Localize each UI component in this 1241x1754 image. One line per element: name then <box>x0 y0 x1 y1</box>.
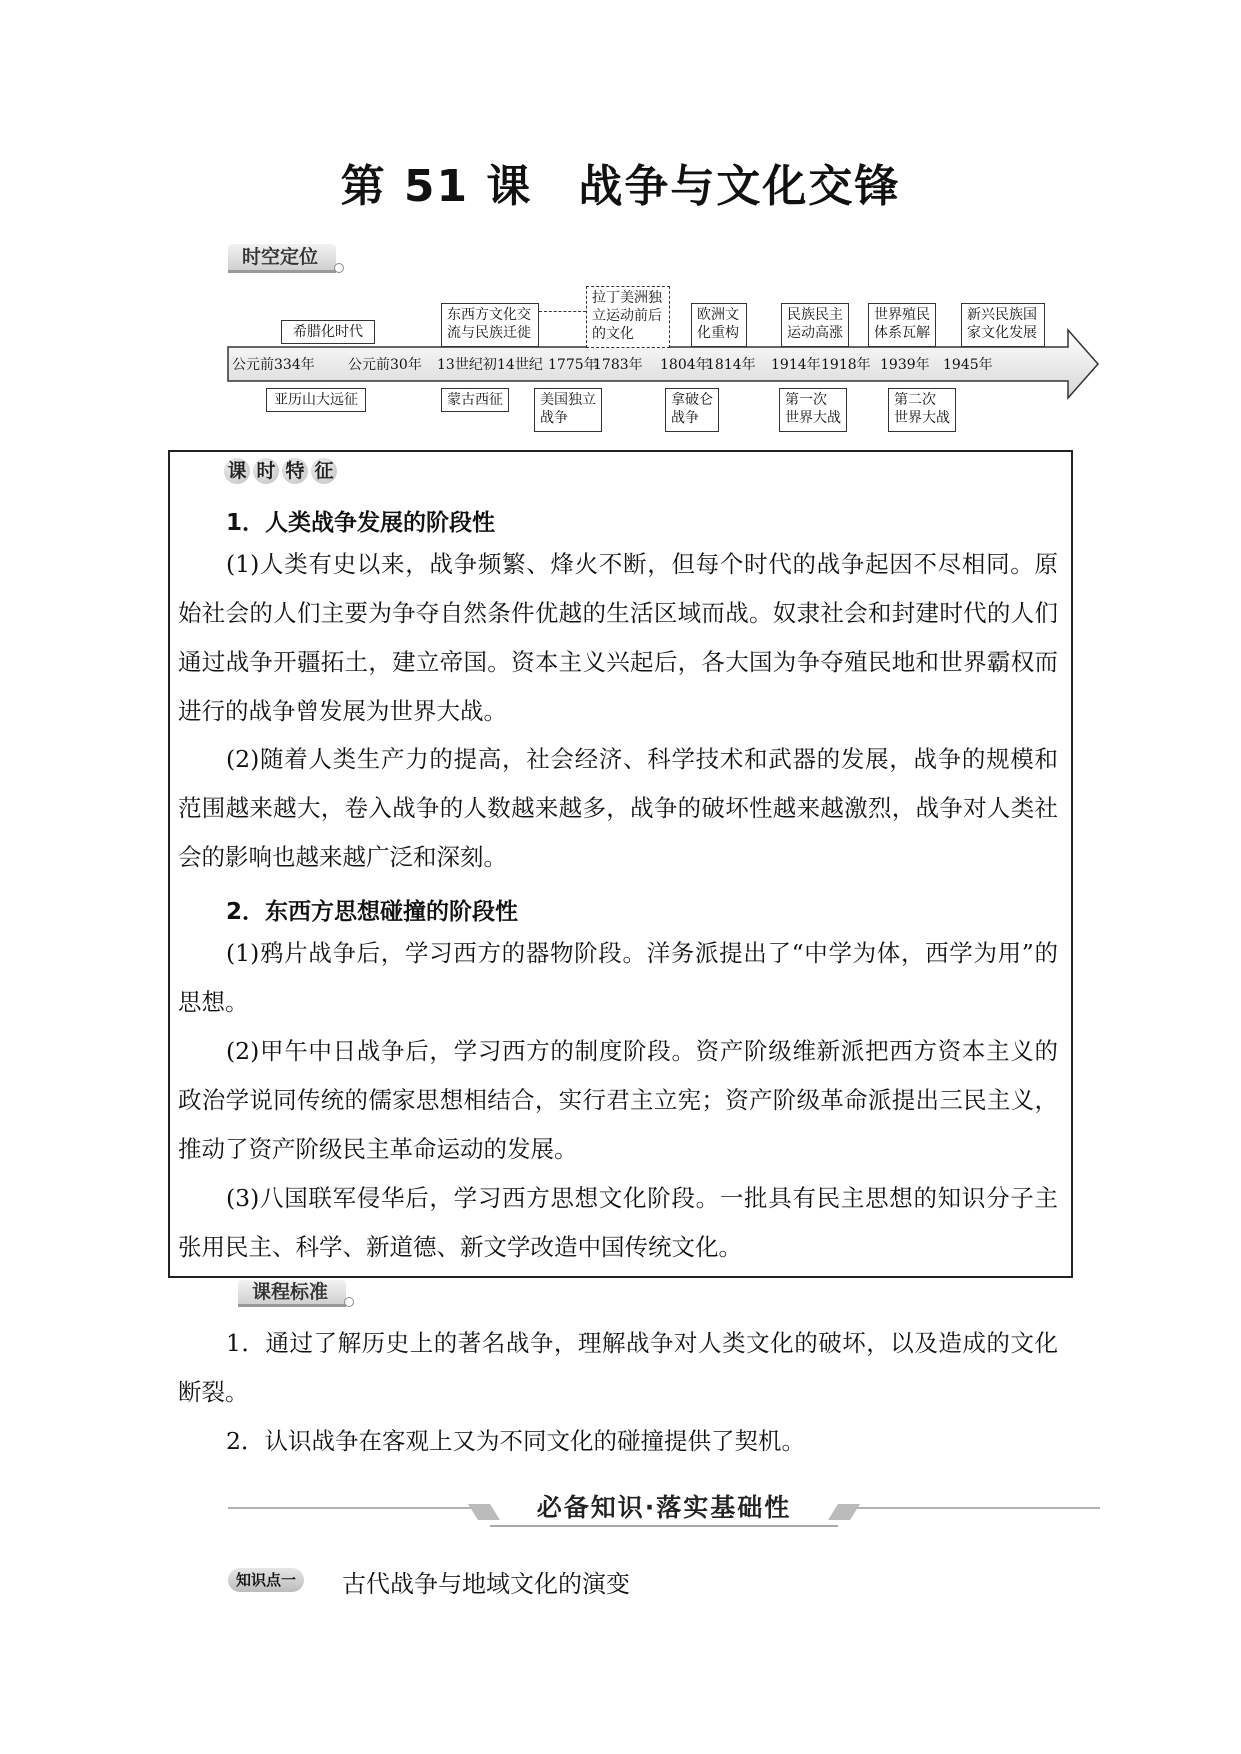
timeline-date: 1814年 <box>706 357 756 373</box>
timeline-lower-event: 蒙古西征 <box>441 388 509 412</box>
timeline-date: 1918年 <box>821 357 871 373</box>
standards-section-label: 课程标准 <box>238 1280 346 1307</box>
features-paragraph: (1)人类有史以来，战争频繁、烽火不断，但每个时代的战争起因不尽相同。原始社会的人们主要为争夺自然条件优越的生活区域而战。奴隶社会和封建时代的人们通过战争开疆拓土，建立帝国。资本主义兴起后，各大国为争夺殖民地和世界霸权而进行的战争曾发展为世界大战。 <box>178 550 1058 725</box>
timeline-upper-event: 世界殖民 体系瓦解 <box>868 303 936 347</box>
features-paragraph: (2)甲午中日战争后，学习西方的制度阶段。资产阶级维新派把西方资本主义的政治学说同传统的儒家思想相结合，实行君主立宪；资产阶级革命派提出三民主义，推动了资产阶级民主革命运动的发展。 <box>178 1037 1058 1163</box>
timeline-date: 1783年 <box>593 357 643 373</box>
features-heading: 1．人类战争发展的阶段性 <box>226 510 496 536</box>
page-title: 第 51 课 战争与文化交锋 <box>340 161 901 212</box>
features-section-label: 课 时 特 征 <box>224 458 340 484</box>
timeline-date: 1914年 <box>771 357 821 373</box>
timeline-lower-event: 第一次 世界大战 <box>779 388 847 432</box>
timeline-lower-event: 拿破仑 战争 <box>665 388 719 432</box>
timeline-date: 公元前334年 <box>232 357 315 373</box>
timeline-connector <box>539 311 586 312</box>
timeline-date: 1945年 <box>943 357 993 373</box>
timeline-lower-event: 亚历山大远征 <box>266 388 366 412</box>
features-paragraph: (1)鸦片战争后，学习西方的器物阶段。洋务派提出了“中学为体，西学为用”的思想。 <box>178 939 1058 1016</box>
timeline-lower-event: 美国独立 战争 <box>534 388 602 432</box>
timeline-upper-event: 欧洲文 化重构 <box>691 303 747 347</box>
timeline-date: 1775年 <box>548 357 598 373</box>
knowledge-point-label: 知识点一 <box>228 1568 304 1592</box>
features-heading: 2．东西方思想碰撞的阶段性 <box>226 899 519 925</box>
timeline-date: 1939年 <box>880 357 930 373</box>
timeline-date: 13世纪初 <box>437 357 497 373</box>
timeline-upper-event: 希腊化时代 <box>281 320 375 344</box>
timeline-arrow <box>0 0 1241 460</box>
standards-item: 1．通过了解历史上的著名战争，理解战争对人类文化的破坏，以及造成的文化断裂。 <box>178 1329 1058 1406</box>
timeline-upper-event: 新兴民族国 家文化发展 <box>961 303 1045 347</box>
timeline-section-label: 时空定位 <box>228 244 336 273</box>
standards-item: 2．认识战争在客观上又为不同文化的碰撞提供了契机。 <box>226 1427 805 1455</box>
timeline-upper-event: 拉丁美洲独 立运动前后 的文化 <box>586 286 670 348</box>
banner-text: 必备知识·落实基础性 <box>536 1493 792 1522</box>
features-paragraph: (3)八国联军侵华后，学习西方思想文化阶段。一批具有民主思想的知识分子主张用民主、科学、新道德、新文学改造中国传统文化。 <box>178 1184 1058 1261</box>
timeline-date: 14世纪 <box>497 357 543 373</box>
timeline-date: 1804年 <box>660 357 710 373</box>
timeline-date: 公元前30年 <box>348 357 422 373</box>
knowledge-point-title: 古代战争与地域文化的演变 <box>342 1570 630 1598</box>
section-banner <box>228 1490 1100 1530</box>
features-paragraph: (2)随着人类生产力的提高，社会经济、科学技术和武器的发展，战争的规模和范围越来越大，卷入战争的人数越来越多，战争的破坏性越来越激烈，战争对人类社会的影响也越来越广泛和深刻。 <box>178 745 1058 871</box>
timeline-lower-event: 第二次 世界大战 <box>888 388 956 432</box>
timeline-upper-event: 东西方文化交 流与民族迁徙 <box>441 303 539 347</box>
timeline-upper-event: 民族民主 运动高涨 <box>781 303 849 347</box>
